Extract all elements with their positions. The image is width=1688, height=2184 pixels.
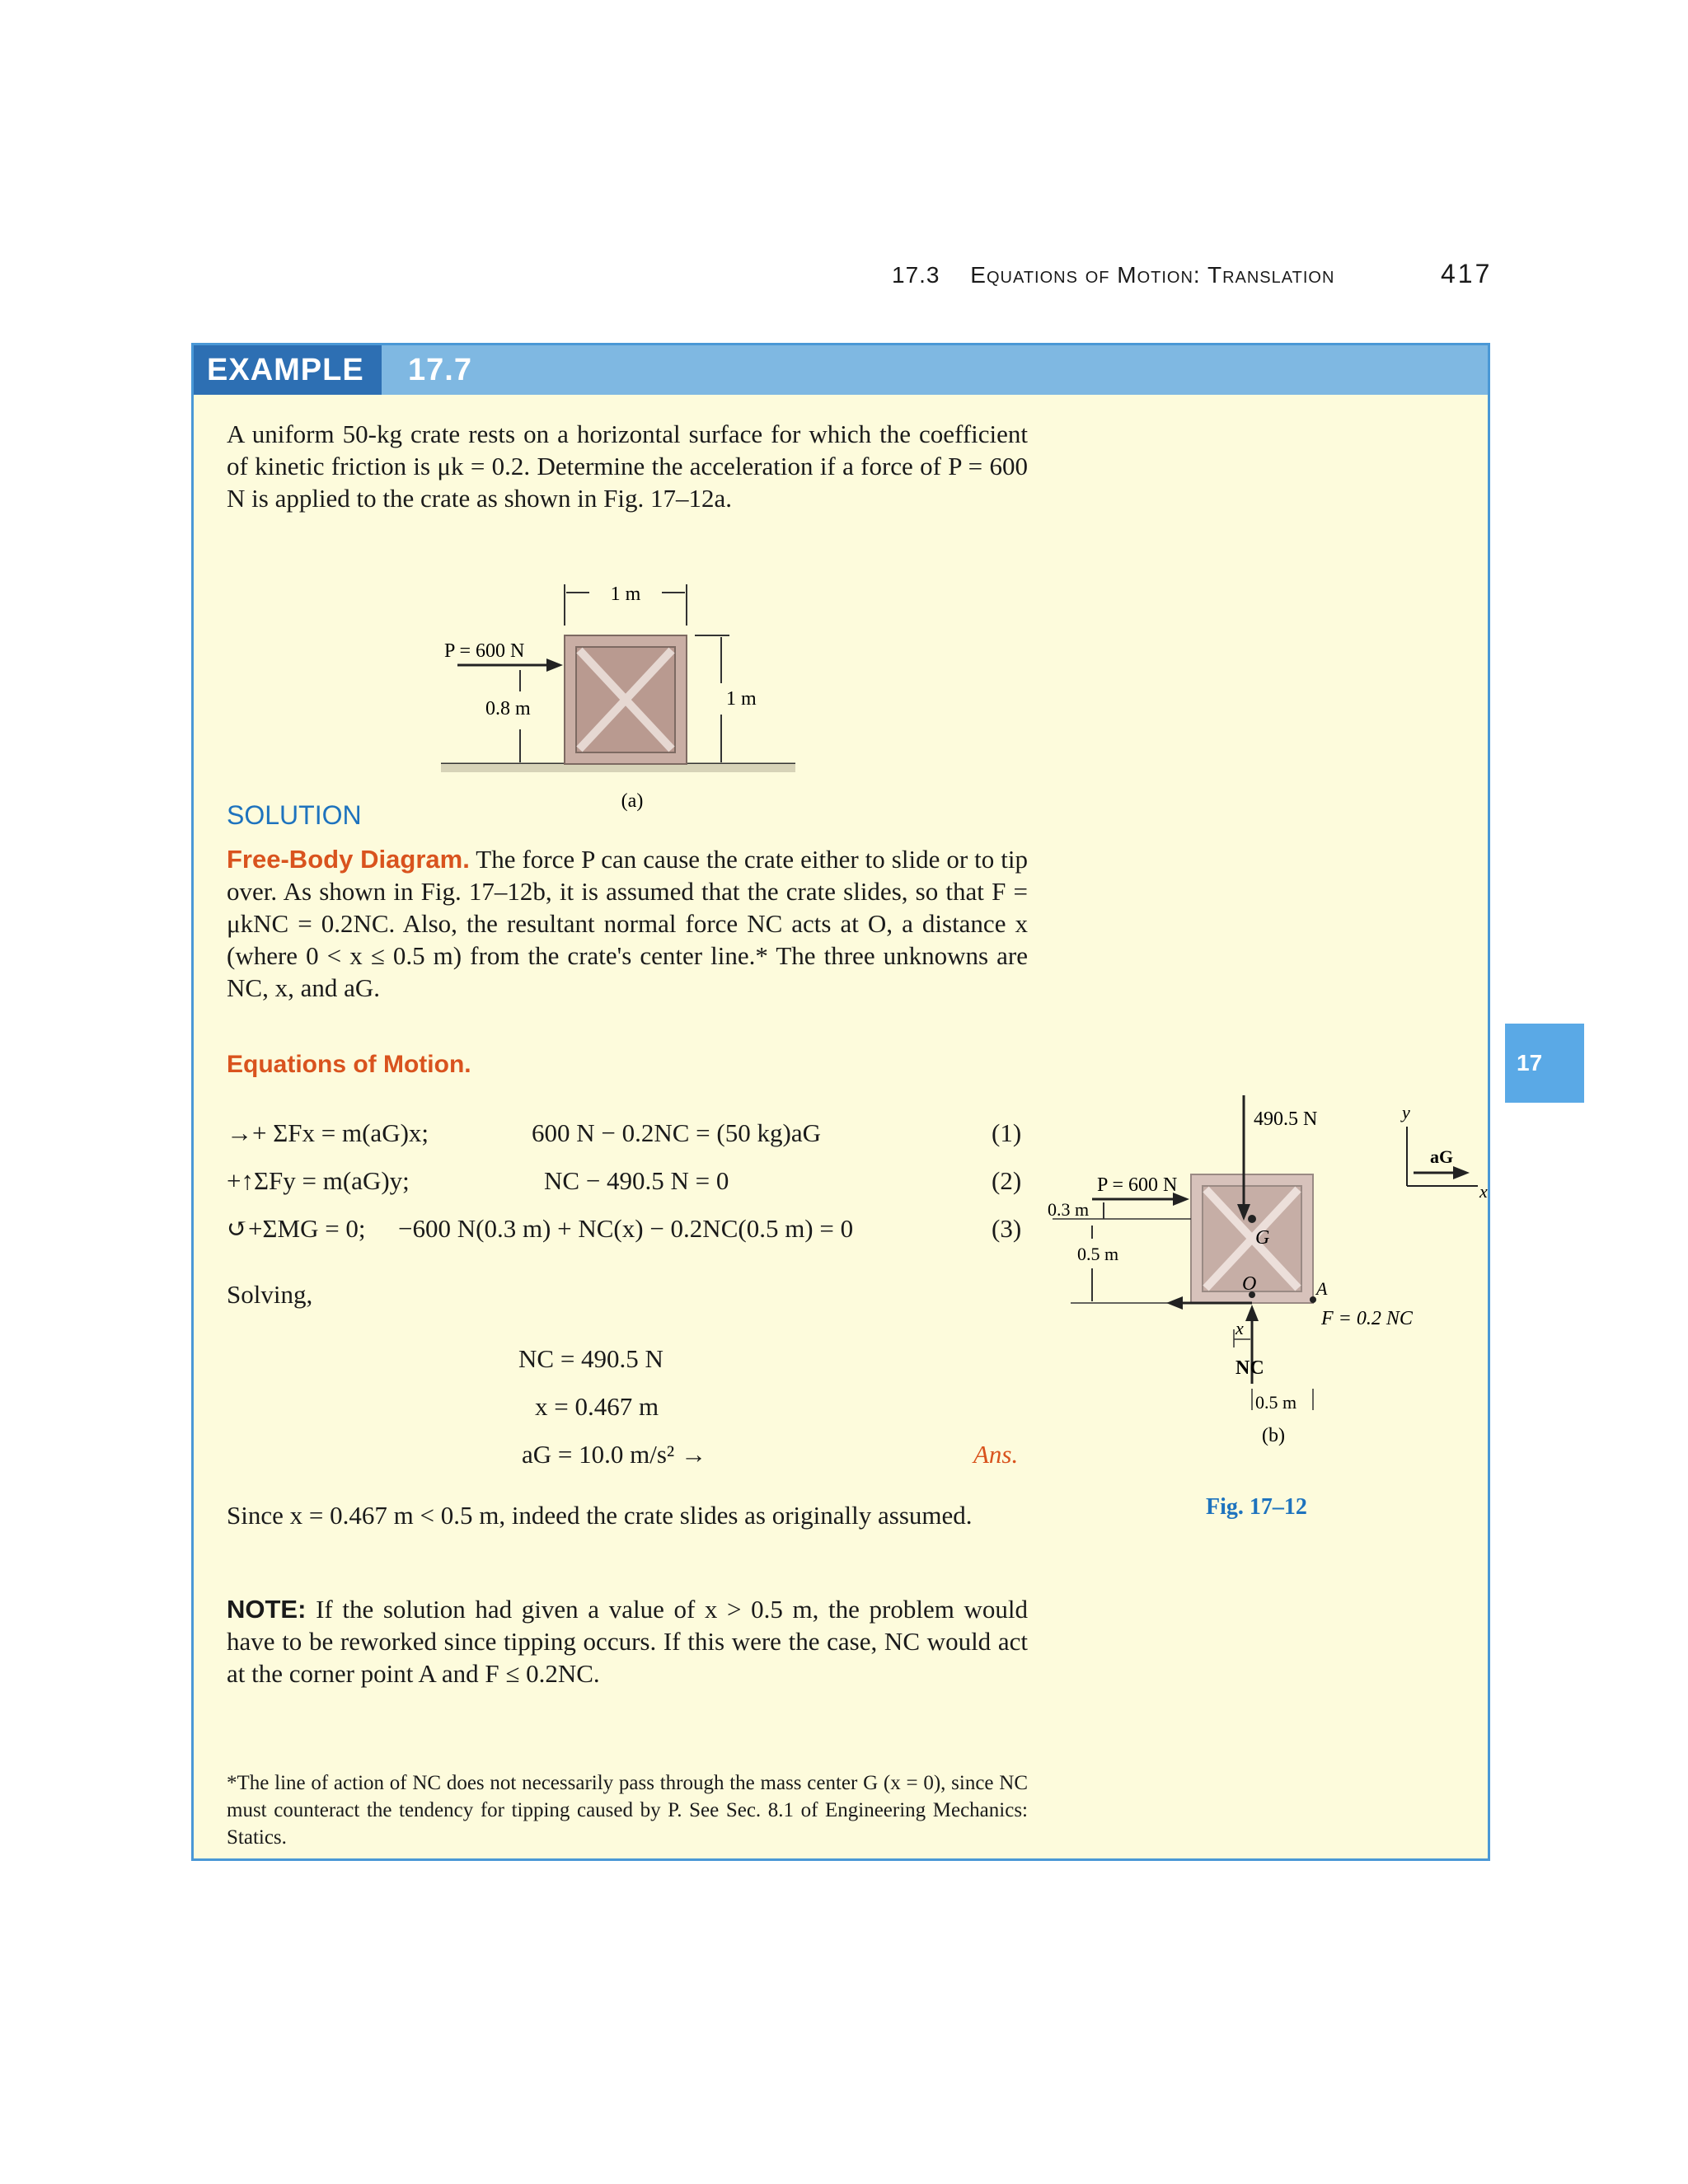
- answer-marker: Ans.: [973, 1440, 1019, 1469]
- dist-05-left: 0.5 m: [1077, 1244, 1119, 1264]
- problem-statement: A uniform 50-kg crate rests on a horizontal surface for which the coefficient of kinetic friction is μk = 0.2. Determine the acceleration if a force of P = 600 N is applied to the crate as shown in Fig. 17–12a.: [227, 419, 1028, 513]
- conclusion: Since x = 0.467 m < 0.5 m, indeed the crate slides as originally assumed.: [227, 1501, 973, 1530]
- g-label: G: [1255, 1227, 1270, 1249]
- chapter-tab: 17: [1505, 1024, 1584, 1103]
- section-title: Equations of Motion: Translation: [970, 262, 1335, 288]
- normal-label: NC: [1236, 1357, 1264, 1379]
- crate-a: [565, 635, 687, 764]
- force-label-a: P = 600 N: [444, 640, 525, 662]
- dist-05-bottom: 0.5 m: [1255, 1392, 1297, 1413]
- section-number: 17.3: [892, 262, 940, 288]
- eq3-law: ↺+ΣMG = 0;: [227, 1214, 366, 1243]
- result-ag: aG = 10.0 m/s² →: [522, 1440, 706, 1469]
- accel-label: aG: [1430, 1146, 1454, 1167]
- figure-b-caption: (b): [1262, 1425, 1285, 1446]
- fbd-paragraph: [227, 843, 1028, 1004]
- running-header: [892, 262, 1334, 288]
- dist-03: 0.3 m: [1048, 1199, 1090, 1220]
- figure-caption: Fig. 17–12: [1206, 1494, 1307, 1520]
- example-box: [191, 343, 1490, 1861]
- eq2: NC − 490.5 N = 0: [544, 1166, 729, 1195]
- example-banner: [194, 345, 1488, 395]
- force-label-b: P = 600 N: [1097, 1174, 1178, 1196]
- note-paragraph: [227, 1593, 1028, 1690]
- page-number: 417: [1441, 259, 1493, 288]
- result-nc: NC = 490.5 N: [518, 1344, 663, 1373]
- width-label-a: 1 m: [610, 583, 641, 605]
- friction-label: F = 0.2 NC: [1321, 1308, 1413, 1329]
- weight-label: 490.5 N: [1254, 1108, 1318, 1130]
- example-number: 17.7: [408, 353, 472, 387]
- note-label: NOTE:: [227, 1595, 307, 1624]
- figure-b: [1046, 1095, 1491, 1450]
- eq2-number: (2): [992, 1166, 1022, 1195]
- fbd-heading: Free-Body Diagram.: [227, 845, 470, 874]
- a-label: A: [1316, 1278, 1328, 1299]
- solution-heading: SOLUTION: [227, 800, 362, 830]
- eom-heading: Equations of Motion.: [227, 1051, 471, 1078]
- o-label: O: [1242, 1273, 1257, 1295]
- axis-y: y: [1402, 1102, 1410, 1122]
- note-text: If the solution had given a value of x > 0.5 m, the problem would have to be reworked since tipping occurs. If this were the case, NC would act at the corner point A and F ≤ 0.2NC.: [227, 1595, 1029, 1688]
- eq1-number: (1): [992, 1118, 1022, 1147]
- eq3-number: (3): [992, 1214, 1022, 1243]
- axis-x: x: [1479, 1181, 1488, 1202]
- x-label: x: [1236, 1318, 1244, 1338]
- example-label: EXAMPLE: [194, 345, 382, 395]
- eq1: 600 N − 0.2NC = (50 kg)aG: [532, 1118, 821, 1147]
- eq2-law: +↑ΣFy = m(aG)y;: [227, 1166, 410, 1195]
- result-x: x = 0.467 m: [535, 1392, 659, 1421]
- fbd-text: The force P can cause the crate either to slide or to tip over. As shown in Fig. 17–12b, it is assumed that the crate slides, so that F = μkNC = 0.2NC. Also, the resultant normal force NC acts at O, a distance x (where 0 < x ≤ 0.5 m) from the crate's center line.* The three unknowns are NC, x, and aG.: [227, 845, 1028, 1002]
- figure-a-caption: (a): [621, 790, 644, 812]
- eq1-law: →+ ΣFx = m(aG)x;: [227, 1118, 429, 1147]
- height-label-a: 1 m: [726, 688, 757, 710]
- solving-label: Solving,: [227, 1280, 313, 1309]
- force-height-label-a: 0.8 m: [485, 698, 531, 719]
- eq3: −600 N(0.3 m) + NC(x) − 0.2NC(0.5 m) = 0: [398, 1214, 854, 1243]
- footnote: *The line of action of NC does not necessarily pass through the mass center G (x = 0), since NC must counteract the tendency for tipping caused by P. See Sec. 8.1 of Engineering Mechanics: Statics.: [227, 1772, 1028, 1849]
